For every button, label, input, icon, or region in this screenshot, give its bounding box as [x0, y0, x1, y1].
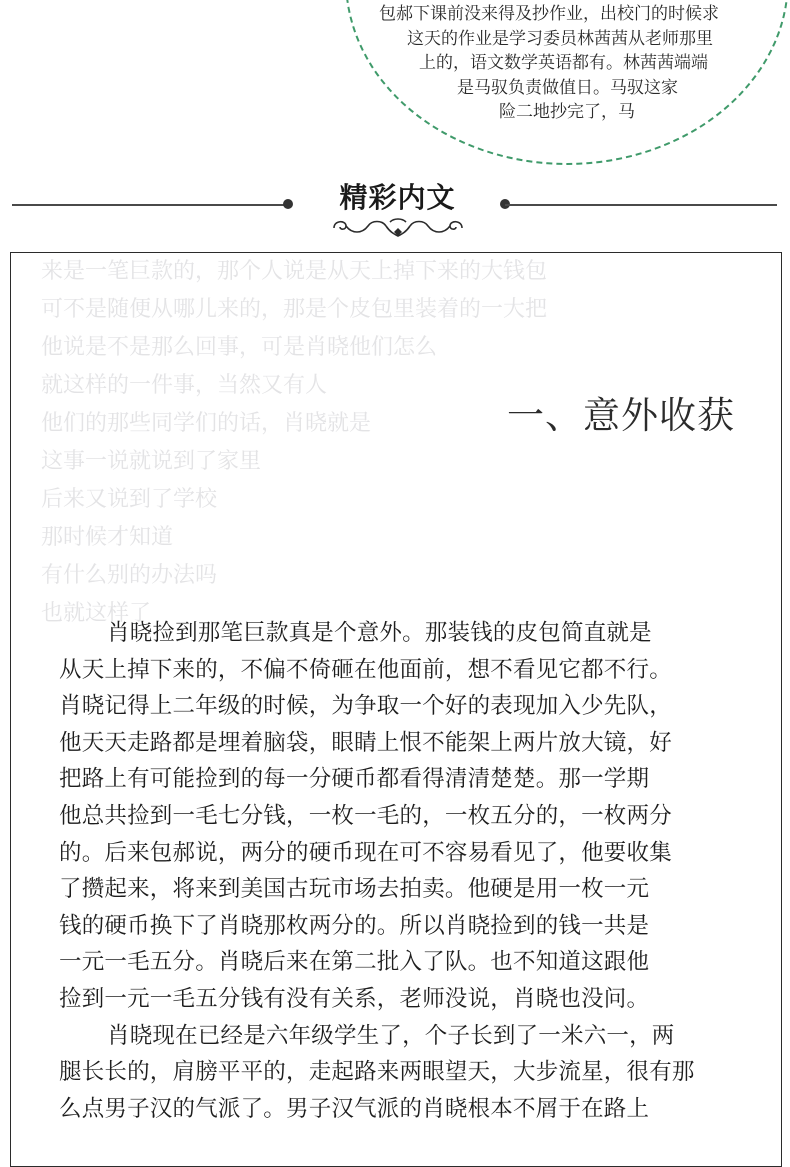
section-title: 精彩内文 — [339, 181, 456, 214]
body-line: 把路上有可能捡到的每一分硬币都看得清清楚楚。那一学期 — [59, 766, 650, 793]
ghost-line: 可不是随便从哪儿来的，那是个皮包里装着的一大把 — [41, 297, 548, 322]
body-line: 腿长长的，肩膀平平的，走起路来两眼望天，大步流星，很有那 — [59, 1059, 695, 1086]
body-text — [59, 615, 749, 1127]
ghost-line: 这事一说就说到了家里 — [41, 449, 262, 474]
ghost-line: 后来又说到了学校 — [41, 487, 218, 512]
body-line: 么点男子汉的气派了。男子汉气派的肖晓根本不屑于在路上 — [59, 1095, 650, 1122]
header-rule-left — [12, 204, 287, 206]
magnifier-text — [371, 2, 789, 125]
section-header — [0, 170, 790, 250]
ghost-line: 他说是不是那么回事，可是肖晓他们怎么 — [41, 335, 438, 360]
body-line: 钱的硬币换下了肖晓那枚两分的。所以肖晓捡到的钱一共是 — [59, 912, 650, 939]
magnifier-line: 险二地抄完了，马 — [499, 102, 635, 122]
body-line: 肖晓记得上二年级的时候，为争取一个好的表现加入少先队， — [59, 693, 672, 720]
header-rule-right — [505, 204, 777, 206]
body-line: 的。后来包郝说，两分的硬币现在可不容易看见了，他要收集 — [59, 839, 672, 866]
ghost-line: 那时候才知道 — [41, 525, 174, 550]
header-dot-left — [283, 199, 293, 209]
bleed-through-text — [41, 253, 761, 633]
ghost-line: 就这样的一件事，当然又有人 — [41, 373, 328, 398]
ghost-line: 来是一笔巨款的，那个人说是从天上掉下来的大钱包 — [41, 259, 548, 284]
body-line: 从天上掉下来的，不偏不倚砸在他面前，想不看见它都不行。 — [59, 656, 672, 683]
ghost-line: 也就这样了 — [41, 601, 152, 626]
body-line: 他总共捡到一毛七分钱，一枚一毛的，一枚五分的，一枚两分 — [59, 802, 672, 829]
body-line: 肖晓捡到那笔巨款真是个意外。那装钱的皮包简直就是 — [107, 620, 652, 646]
body-line: 一元一毛五分。肖晓后来在第二批入了队。也不知道这跟他 — [59, 949, 650, 976]
magnifier-line: 是马驭负责做值日。马驭这家 — [457, 77, 678, 98]
magnifier-line: 包郝下课前没来得及抄作业，出校门的时候求 — [379, 4, 719, 24]
body-line: 肖晓现在已经是六年级学生了，个子长到了一米六一，两 — [107, 1022, 675, 1049]
chapter-title: 一、意外收获 — [507, 394, 735, 437]
magnifier-line: 这天的作业是学习委员林茜茜从老师那里 — [407, 28, 713, 49]
magnifier-circle — [345, 0, 789, 165]
ghost-line: 他们的那些同学们的话，肖晓就是 — [41, 411, 372, 436]
ghost-line: 有什么别的办法吗 — [41, 563, 218, 588]
magnifier-line: 上的，语文数学英语都有。林茜茜端端 — [419, 53, 708, 73]
body-line: 他天天走路都是埋着脑袋，眼睛上恨不能架上两片放大镜，好 — [59, 729, 672, 756]
body-line: 捡到一元一毛五分钱有没有关系，老师没说，肖晓也没问。 — [59, 985, 650, 1012]
ornament-flourish-icon — [328, 214, 468, 242]
body-line: 了攒起来，将来到美国古玩市场去拍卖。他硬是用一枚一元 — [59, 876, 650, 903]
page-frame — [10, 252, 782, 1167]
